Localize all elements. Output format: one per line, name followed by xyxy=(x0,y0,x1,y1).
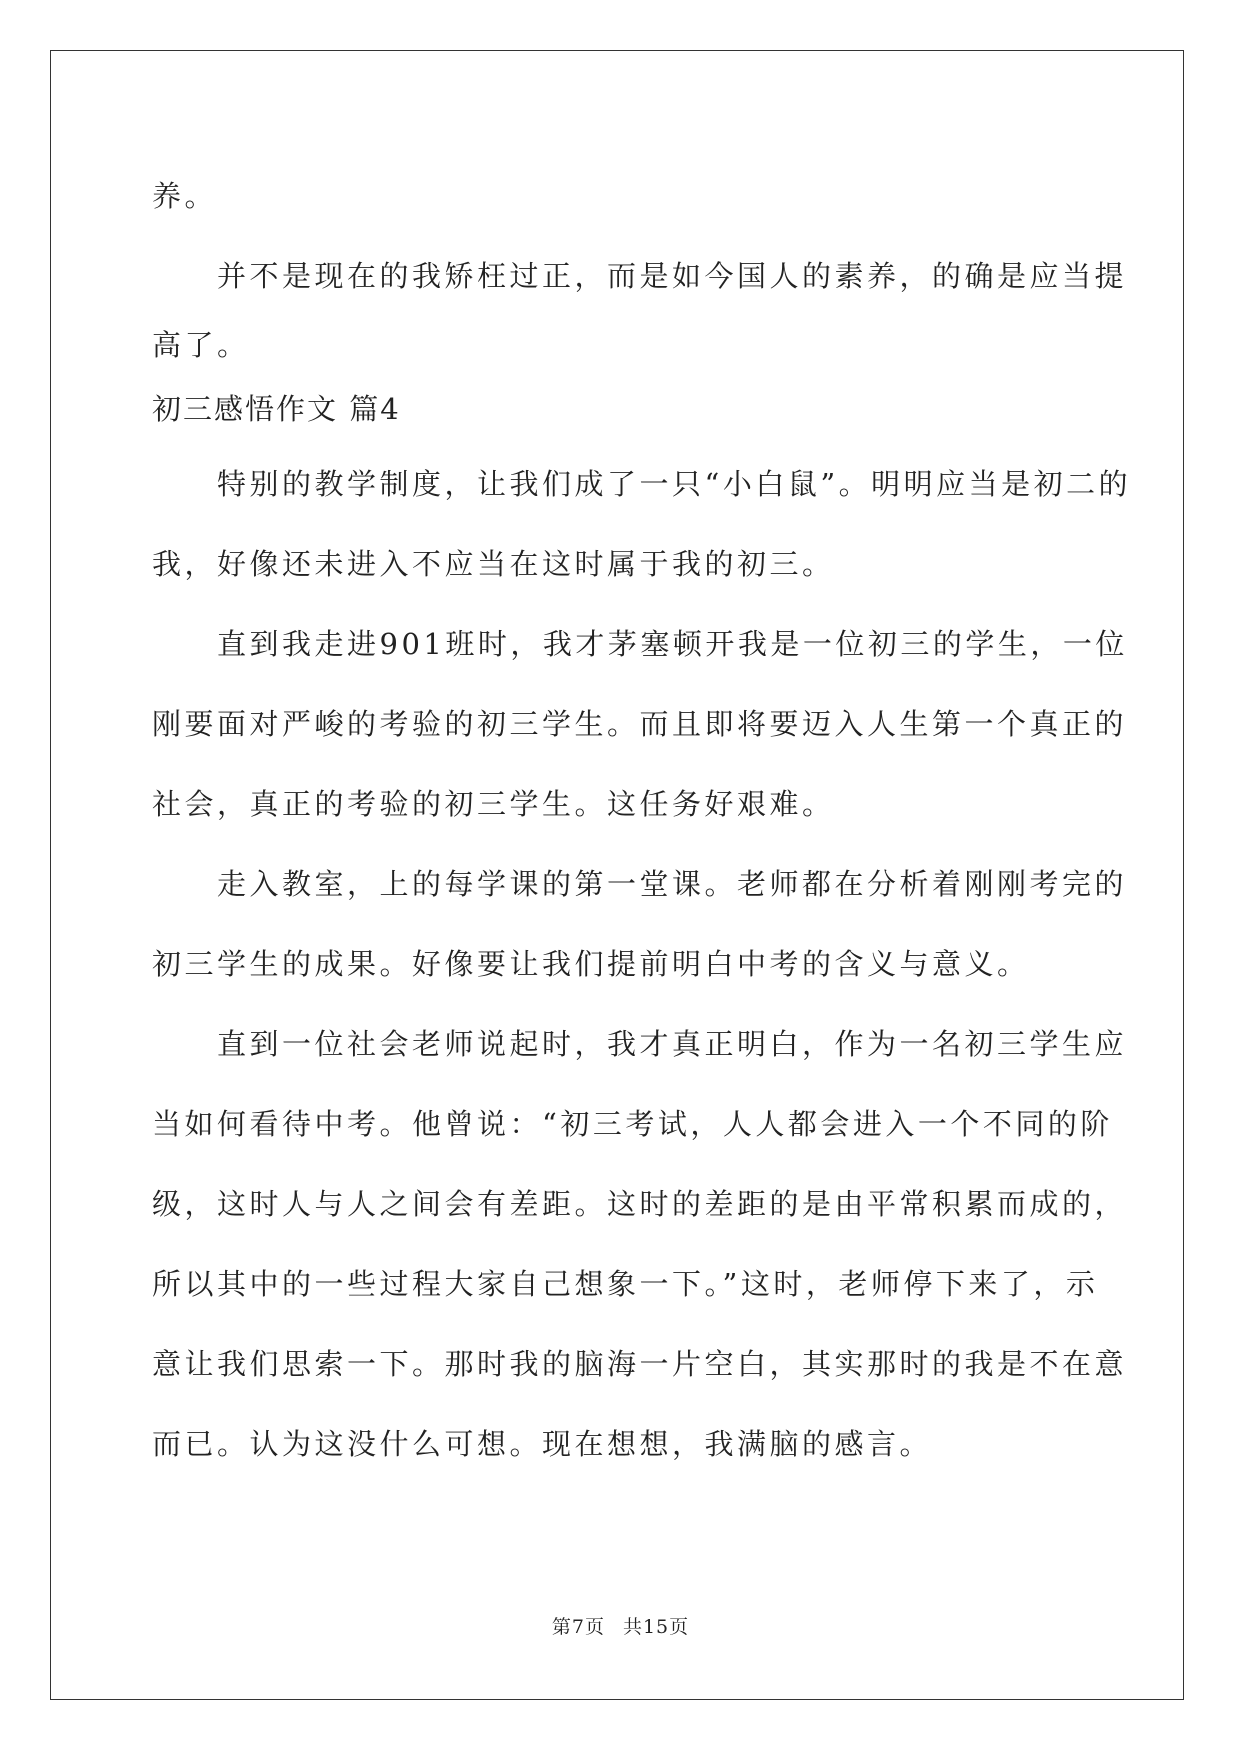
text-line: 当如何看待中考。他曾说：“初三考试，人人都会进入一个不同的阶 xyxy=(152,1107,1113,1141)
document-body xyxy=(152,156,1132,1484)
text-line: 社会，真正的考验的初三学生。这任务好艰难。 xyxy=(152,787,835,821)
text-line: 并不是现在的我矫枉过正，而是如今国人的素养，的确是应当提 xyxy=(152,259,1128,293)
section-heading: 初三感悟作文 篇4 xyxy=(152,392,401,426)
text-line: 所以其中的一些过程大家自己想象一下。”这时，老师停下来了，示 xyxy=(152,1267,1099,1301)
text-line: 养。 xyxy=(152,179,218,213)
text-line: 级，这时人与人之间会有差距。这时的差距的是由平常积累而成的， xyxy=(152,1187,1128,1221)
text-line: 我，好像还未进入不应当在这时属于我的初三。 xyxy=(152,547,835,581)
text-line: 特别的教学制度，让我们成了一只“小白鼠”。明明应当是初二的 xyxy=(152,467,1132,501)
page-footer xyxy=(0,1612,1241,1639)
text-line: 意让我们思索一下。那时我的脑海一片空白，其实那时的我是不在意 xyxy=(152,1347,1128,1381)
page-number-current: 第7页 xyxy=(551,1616,605,1638)
text-line: 走入教室，上的每学课的第一堂课。老师都在分析着刚刚考完的 xyxy=(152,867,1128,901)
text-line: 刚要面对严峻的考验的初三学生。而且即将要迈入人生第一个真正的 xyxy=(152,707,1128,741)
text-line: 直到我走进901班时，我才茅塞顿开我是一位初三的学生，一位 xyxy=(152,627,1128,661)
page-number-total: 共15页 xyxy=(622,1616,690,1638)
text-line: 高了。 xyxy=(152,328,250,362)
text-line: 初三学生的成果。好像要让我们提前明白中考的含义与意义。 xyxy=(152,947,1030,981)
text-line: 而已。认为这没什么可想。现在想想，我满脑的感言。 xyxy=(152,1427,933,1461)
text-line: 直到一位社会老师说起时，我才真正明白，作为一名初三学生应 xyxy=(152,1027,1128,1061)
